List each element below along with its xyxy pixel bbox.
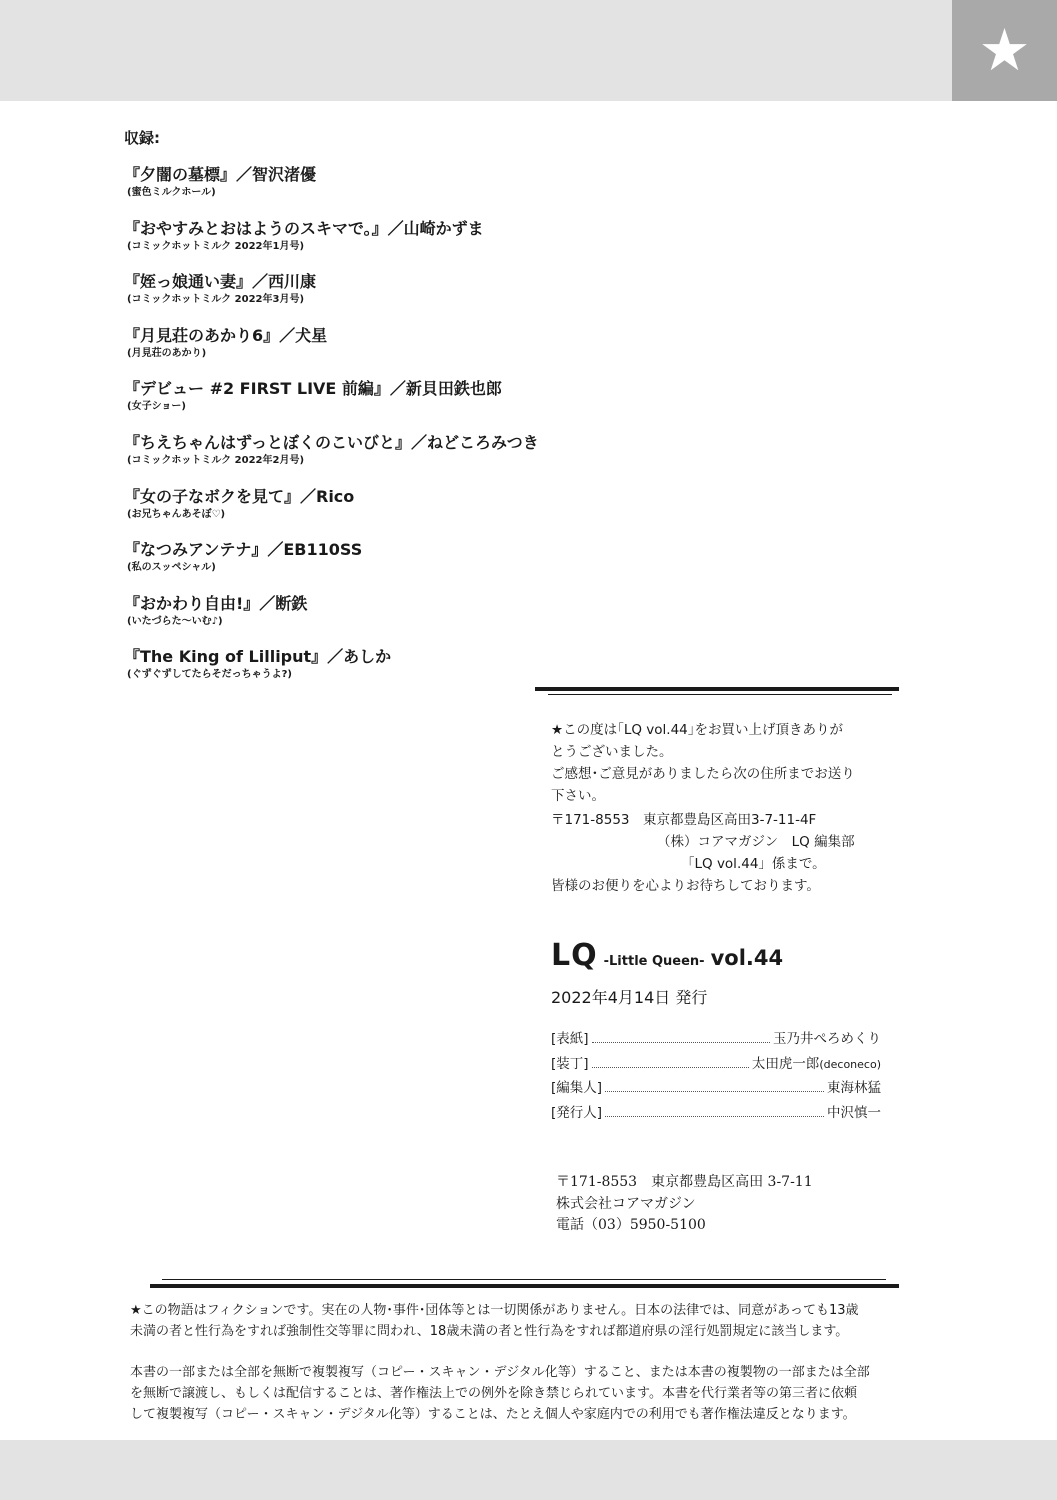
story-title: 『The King of Lilliput』／あしか — [124, 647, 392, 667]
credit-extra: (deconeco) — [819, 1057, 881, 1071]
credit-row — [551, 1027, 881, 1052]
story-title: 『ちえちゃんはずっとぼくのこいびと』／ねどころみつき — [124, 432, 539, 452]
magazine-subtitle: -Little Queen- — [603, 954, 705, 969]
story-title: 『女の子なボクを見て』／Rico — [124, 486, 355, 506]
story-title: 『なつみアンテナ』／EB110SS — [124, 540, 363, 560]
issue-date: 2022年4月14日 発行 — [551, 988, 708, 1007]
story-source: (コミックホットミルク 2022年3月号) — [127, 294, 305, 306]
list-item — [124, 271, 544, 325]
credit-name: 太田虎一郎 — [751, 1055, 820, 1072]
story-source: (コミックホットミルク 2022年1月号) — [127, 240, 305, 252]
notice-line: ★この物語はフィクションです。実在の人物･事件･団体等とは一切関係がありません。日本の法律では、同意があっても13歳 — [130, 1303, 859, 1318]
credit-name: 中沢慎一 — [827, 1104, 881, 1121]
message-closing: 皆様のお便りを心よりお待ちしております。 — [551, 878, 820, 894]
credit-row — [551, 1052, 881, 1077]
story-source: (コミックホットミルク 2022年2月号) — [127, 454, 305, 466]
divider — [162, 1279, 886, 1280]
credit-role: [表紙] — [551, 1031, 589, 1047]
message-line: 下さい。 — [551, 788, 605, 804]
notice-line: 本書の一部または全部を無断で複製複写（コピー・スキャン・デジタル化等）すること、または本書の複製物の一部または全部 — [130, 1365, 870, 1380]
message-line: ご感想･ご意見がありましたら次の住所までお送り — [551, 766, 855, 782]
credit-row — [551, 1101, 881, 1126]
credits — [551, 1027, 881, 1125]
story-source: (ぐずぐずしてたらそだっちゃうよ?) — [127, 669, 292, 681]
list-item — [124, 164, 544, 218]
story-title: 『おやすみとおはようのスキマで。』／山崎かずま — [124, 218, 484, 238]
dot-leader — [592, 1042, 770, 1043]
credit-role: [編集人] — [551, 1080, 603, 1096]
list-item — [124, 432, 544, 486]
notice-line: して複製複写（コピー・スキャン・デジタル化等）することは、たとえ個人や家庭内での利用でも著作権法違反となります。 — [130, 1407, 856, 1422]
publisher-info — [556, 1172, 813, 1237]
list-item — [124, 646, 544, 700]
story-source: (女子ショー) — [127, 401, 186, 413]
story-source: (いたづらた〜いむ♪) — [127, 615, 223, 627]
story-title: 『姪っ娘通い妻』／西川康 — [124, 272, 317, 292]
story-source: (蜜色ミルクホール) — [127, 187, 216, 198]
address-line: 「LQ vol.44」係まで。 — [681, 856, 826, 872]
list-item — [124, 539, 544, 593]
story-source: (お兄ちゃんあそぼ♡) — [127, 508, 226, 520]
footer-band — [0, 1440, 1057, 1500]
publisher-phone: 電話（03）5950-5100 — [556, 1217, 706, 1233]
story-title: 『おかわり自由!』／断鉄 — [124, 593, 308, 613]
message-line: とうございました。 — [551, 744, 673, 760]
notice-line: 未満の者と性行為をすれば強制性交等罪に問われ、18歳未満の者と性行為をすれば都道府県の淫行処罰規定に該当します。 — [130, 1324, 849, 1339]
credit-role: [装丁] — [551, 1055, 589, 1072]
divider — [548, 694, 892, 695]
reader-message — [551, 719, 896, 897]
list-item — [124, 593, 544, 647]
credit-name: 東海林猛 — [827, 1080, 881, 1096]
credit-row — [551, 1076, 881, 1101]
credit-name: 玉乃井ぺろめくり — [773, 1031, 881, 1047]
dot-leader — [605, 1091, 824, 1092]
story-source: (私のスッペシャル) — [127, 562, 216, 574]
magazine-volume: vol.44 — [710, 946, 784, 970]
mail-address — [551, 809, 896, 875]
story-title: 『夕闇の墓標』／智沢渚優 — [124, 165, 317, 184]
dot-leader — [605, 1116, 824, 1117]
story-title: 『月見荘のあかり6』／犬星 — [124, 325, 328, 345]
story-title: 『デビュー #2 FIRST LIVE 前編』／新貝田鉄也郎 — [124, 379, 502, 399]
magazine-logo: LQ — [551, 938, 598, 973]
address-line: 〒171-8553 東京都豊島区高田3-7-11-4F — [551, 812, 817, 828]
magazine-title — [551, 938, 783, 973]
list-item — [124, 325, 544, 379]
header-band — [0, 0, 1057, 101]
publisher-address: 〒171-8553 東京都豊島区高田 3-7-11 — [556, 1174, 813, 1190]
list-item — [124, 218, 544, 272]
story-source: (月見荘のあかり) — [127, 347, 207, 359]
legal-notice — [130, 1300, 930, 1425]
list-item — [124, 486, 544, 540]
publisher-company: 株式会社コアマガジン — [556, 1195, 696, 1212]
notice-line: を無断で譲渡し、もしくは配信することは、著作権法上での例外を除き禁じられています。本書を代行業者等の第三者に依頼 — [130, 1386, 857, 1401]
divider — [150, 1284, 899, 1288]
address-line: （株）コアマガジン LQ 編集部 — [657, 834, 855, 850]
message-line: ★この度は｢LQ vol.44｣をお買い上げ頂きありが — [551, 722, 844, 738]
contents-heading: 収録: — [124, 129, 160, 147]
dot-leader — [592, 1067, 749, 1068]
divider — [535, 687, 899, 691]
contents-list — [124, 164, 544, 700]
list-item — [124, 378, 544, 432]
star-icon: ★ — [952, 0, 1057, 101]
credit-role: [発行人] — [551, 1104, 603, 1121]
